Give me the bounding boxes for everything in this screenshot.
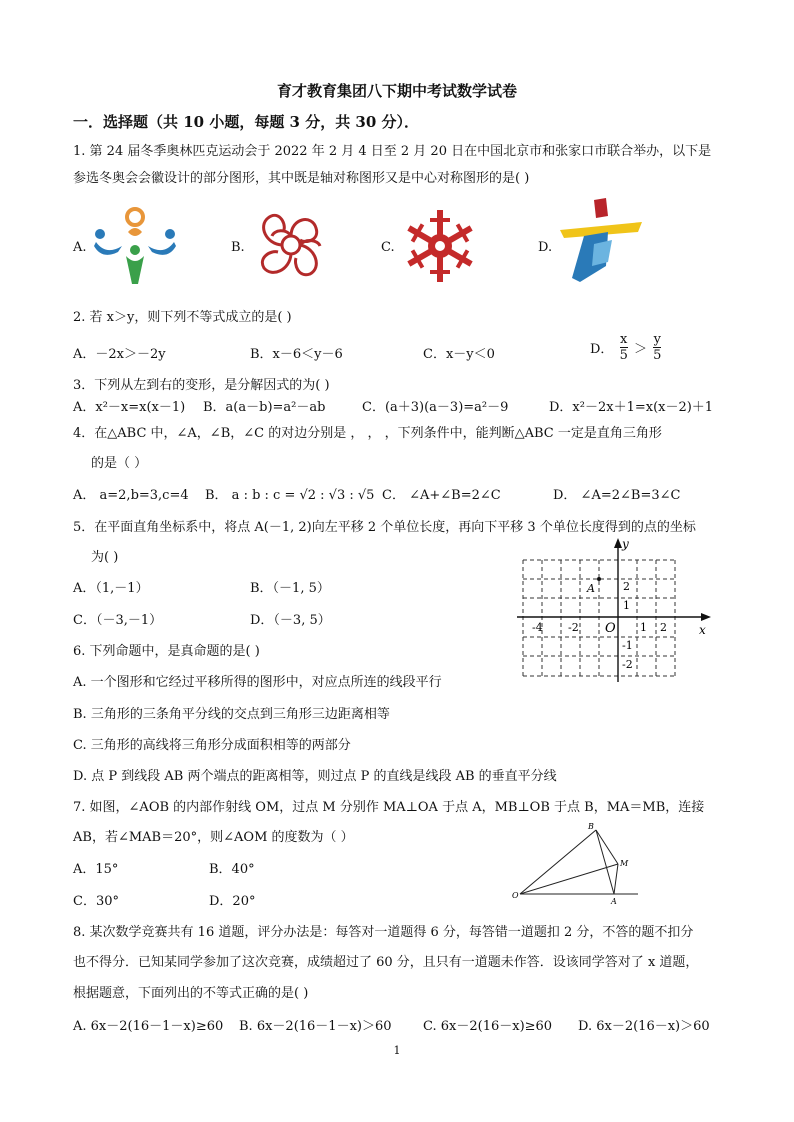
q2-option-b: B．x－6＜y－6 (250, 347, 343, 362)
q1-stem-line1: 1. 第 24 届冬季奥林匹克运动会于 2022 年 2 月 4 日至 2 月 20 日在中国北京市和张家口市联合举办，以下是 (73, 144, 712, 159)
q6-option-c: C. 三角形的高线将三角形分成面积相等的两部分 (73, 738, 351, 753)
q7-option-d: D．20° (209, 894, 256, 909)
q8-option-a: A. 6x－2(16－1－x)≥60 (73, 1019, 224, 1034)
q6-option-d: D. 点 P 到线段 AB 两个端点的距离相等，则过点 P 的直线是线段 AB 的垂直平分线 (73, 769, 557, 784)
q5-option-d: D．（－3, 5） (250, 613, 331, 628)
origin-label: O (605, 621, 616, 636)
q1-option-a-label: A. (73, 240, 87, 255)
x-tick-label: -2 (568, 621, 579, 634)
frac-denominator: 5 (619, 348, 628, 363)
x-tick-label: -4 (532, 621, 543, 634)
q2-option-a: A．－2x＞－2y (73, 347, 166, 362)
q2-option-d-operator: ＞ (634, 342, 648, 357)
y-tick-label: 2 (623, 580, 630, 593)
q8-option-b: B. 6x－2(16－1－x)＞60 (239, 1019, 392, 1034)
coordinate-grid-figure (515, 534, 715, 684)
knot-swirl-icon (250, 204, 332, 286)
q4-option-a: A． a=2,b=3,c=4 (73, 488, 189, 503)
q5-stem-line2: 为( ) (91, 550, 119, 565)
q4-option-b: B． a : b : c = √2 : √3 : √5 (205, 488, 375, 503)
page-number: 1 (393, 1044, 401, 1057)
q6-stem: 6. 下列命题中，是真命题的是( ) (73, 644, 260, 659)
q2-option-d-fraction-left (620, 332, 628, 363)
vertex-b-label: B (588, 822, 594, 831)
q3-option-b: B．a(a－b)=a²－ab (203, 400, 326, 415)
x-tick-label: 2 (660, 621, 667, 634)
q5-option-a: A．（1,－1） (73, 581, 149, 596)
vertex-o-label: O (512, 891, 519, 900)
vertex-a-label: A (611, 897, 617, 906)
point-a-marker (597, 577, 601, 581)
q3-option-c: C．(a＋3)(a－3)=a²－9 (362, 400, 509, 415)
q4-option-d: D． ∠A=2∠B=3∠C (553, 488, 681, 503)
q5-option-b: B．（－1, 5） (250, 581, 330, 596)
q5-option-c: C．（－3,－1） (73, 613, 163, 628)
q3-option-a: A．x²－x=x(x－1) (73, 400, 186, 415)
q4-option-c: C． ∠A+∠B=2∠C (382, 488, 501, 503)
q1-stem-line2: 参选冬奥会会徽设计的部分图形，其中既是轴对称图形又是中心对称图形的是( ) (73, 171, 530, 186)
y-tick-label: -2 (622, 658, 633, 671)
angle-figure (508, 820, 648, 906)
q1-option-c-label: C. (381, 240, 395, 255)
y-tick-label: -1 (622, 639, 633, 652)
point-a-label: A (587, 582, 595, 595)
vertex-m-label: M (620, 859, 629, 868)
q2-option-d-fraction-right (653, 332, 661, 363)
frac-denominator: 5 (653, 348, 662, 363)
frac-numerator: x (620, 332, 628, 347)
q6-option-a: A. 一个图形和它经过平移所得的图形中，对应点所连的线段平行 (73, 675, 442, 690)
q8-stem-line2: 也不得分．已知某同学参加了这次竞赛，成绩超过了 60 分，且只有一道题未作答．设该同学答对了 x 道题， (73, 955, 699, 970)
page-title: 育才教育集团八下期中考试数学试卷 (276, 82, 517, 100)
q1-option-b-label: B. (231, 240, 245, 255)
y-axis-label: y (622, 537, 629, 551)
abstract-emblem-icon (558, 196, 644, 288)
q8-stem-line3: 根据题意，下面列出的不等式正确的是( ) (73, 986, 309, 1001)
q1-option-d-label: D. (538, 240, 553, 255)
snowflake-icon (400, 206, 480, 286)
q2-option-d-prefix: D． (590, 342, 614, 357)
x-tick-label: 1 (640, 621, 647, 634)
q4-stem-line1: 4．在△ABC 中，∠A，∠B，∠C 的对边分别是 ， ， ，下列条件中，能判断△ABC 一定是直角三角形 (73, 426, 662, 441)
q2-option-d (590, 332, 663, 363)
q5-stem-line1: 5．在平面直角坐标系中，将点 A(－1, 2)向左平移 2 个单位长度，再向下平移 3 个单位长度得到的点的坐标 (73, 520, 696, 535)
q2-option-c: C．x－y＜0 (423, 347, 495, 362)
y-tick-label: 1 (623, 599, 630, 612)
q7-option-a: A．15° (73, 862, 119, 877)
q2-stem: 2. 若 x＞y，则下列不等式成立的是( ) (73, 310, 292, 325)
x-axis-label: x (699, 623, 706, 637)
q7-option-c: C．30° (73, 894, 119, 909)
q7-stem-line1: 7. 如图，∠AOB 的内部作射线 OM，过点 M 分别作 MA⊥OA 于点 A，MB⊥OB 于点 B，MA＝MB，连接 (73, 800, 705, 815)
section-heading: 一．选择题（共 10 小题，每题 3 分，共 30 分）． (73, 113, 420, 131)
q4-stem-line2: 的是（ ） (91, 456, 148, 471)
q6-option-b: B. 三角形的三条角平分线的交点到三角形三边距离相等 (73, 707, 390, 722)
q8-option-d: D. 6x－2(16－x)＞60 (578, 1019, 710, 1034)
q8-option-c: C. 6x－2(16－x)≥60 (423, 1019, 553, 1034)
q7-stem-line2: AB，若∠MAB＝20°，则∠AOM 的度数为（ ） (73, 830, 354, 845)
q3-stem: 3．下列从左到右的变形，是分解因式的为( ) (73, 378, 330, 393)
frac-numerator: y (653, 332, 661, 347)
q8-stem-line1: 8. 某次数学竞赛共有 16 道题，评分办法是：每答对一道题得 6 分，每答错一道题扣 2 分，不答的题不扣分 (73, 925, 694, 940)
q7-option-b: B．40° (209, 862, 255, 877)
q3-option-d: D．x²－2x＋1=x(x－2)＋1 (549, 400, 714, 415)
emblem-figures-icon (92, 204, 178, 288)
